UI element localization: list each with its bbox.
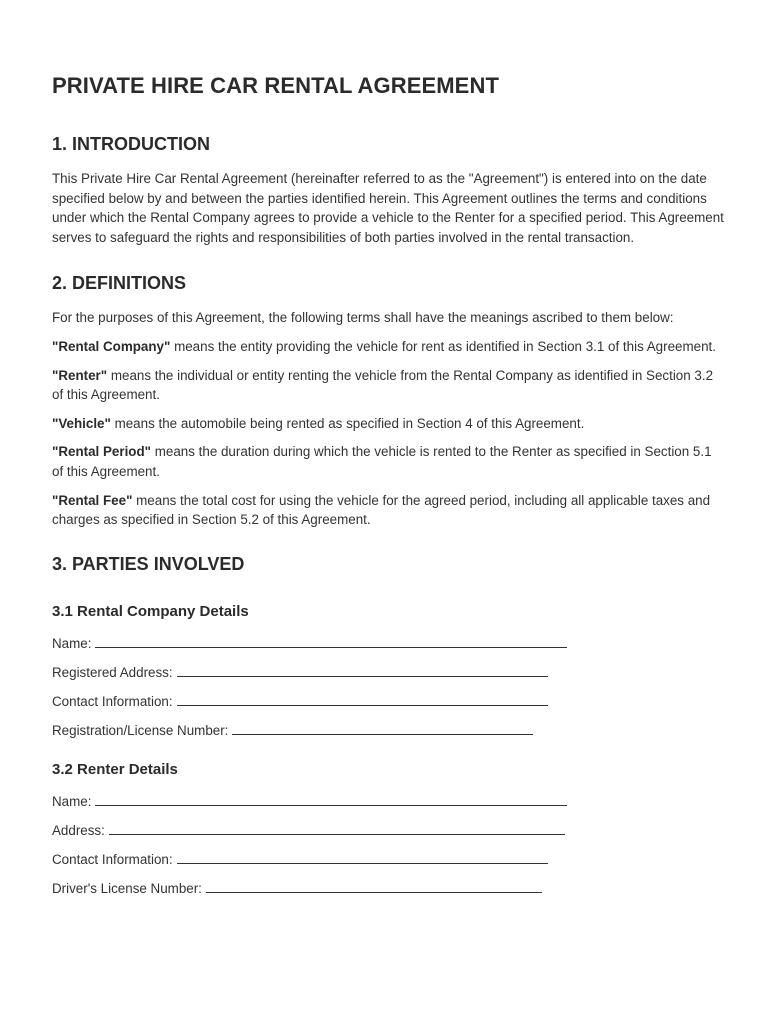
definition-rental-company (52, 337, 724, 357)
subsection-heading-renter: 3.2 Renter Details (52, 760, 178, 778)
definition-term: "Rental Period" (52, 444, 152, 460)
definition-rental-fee (52, 491, 724, 530)
definition-vehicle (52, 414, 724, 434)
section-heading-introduction: 1. INTRODUCTION (52, 134, 211, 154)
renter-contact-field (52, 850, 724, 869)
field-label: Registration/License Number: (52, 722, 229, 738)
company-address-blank[interactable] (177, 664, 548, 677)
definition-rental-period (52, 442, 724, 481)
renter-address-blank[interactable] (109, 822, 565, 835)
renter-license-blank[interactable] (206, 880, 542, 893)
definition-term: "Rental Company" (52, 338, 171, 354)
field-label: Address: (52, 822, 105, 838)
definition-text: means the total cost for using the vehicle for the agreed period, including all applicable taxes and charges as specified in Section 5.2 of this Agreement. (52, 492, 711, 528)
field-label: Contact Information: (52, 851, 173, 867)
definition-term: "Renter" (52, 367, 108, 383)
section-heading-parties: 3. PARTIES INVOLVED (52, 553, 245, 574)
definition-text: means the duration during which the vehicle is rented to the Renter as specified in Section 5.1 of this Agreement. (52, 444, 712, 479)
field-label: Contact Information: (52, 693, 173, 709)
field-label: Registered Address: (52, 664, 173, 680)
company-name-blank[interactable] (95, 635, 567, 648)
field-label: Name: (52, 635, 92, 651)
document-title: PRIVATE HIRE CAR RENTAL AGREEMENT (52, 73, 499, 98)
field-label: Driver's License Number: (52, 880, 202, 896)
company-contact-blank[interactable] (177, 693, 548, 706)
renter-license-field (52, 879, 724, 898)
renter-fields (52, 792, 724, 898)
definition-term: "Rental Fee" (52, 492, 133, 508)
company-name-field (52, 634, 724, 653)
renter-name-field (52, 792, 724, 811)
definitions-list (52, 337, 724, 530)
introduction-paragraph: This Private Hire Car Rental Agreement (hereinafter referred to as the "Agreement") is entered into on the date specified below by and between the parties identified herein. This Agreement outlines the terms and conditions under which the Rental Company agrees to provide a vehicle to the Renter for a specified period. This Agreement serves to safeguard the rights and responsibilities of both parties involved in the rental transaction. (52, 171, 724, 245)
rental-company-fields (52, 634, 724, 740)
section-heading-definitions: 2. DEFINITIONS (52, 273, 187, 294)
field-label: Name: (52, 793, 92, 809)
definition-renter (52, 366, 724, 405)
renter-address-field (52, 821, 724, 840)
definition-term: "Vehicle" (52, 415, 111, 431)
company-contact-field (52, 692, 724, 711)
definition-text: means the individual or entity renting the vehicle from the Rental Company as identified in Section 3.2 of this Agreement. (52, 367, 714, 403)
definition-text: means the entity providing the vehicle for rent as identified in Section 3.1 of this Agreement. (170, 338, 716, 354)
definition-text: means the automobile being rented as specified in Section 4 of this Agreement. (110, 415, 585, 431)
document-page (52, 72, 724, 908)
definitions-intro: For the purposes of this Agreement, the following terms shall have the meanings ascribed to them below: (52, 310, 674, 326)
subsection-heading-rental-company: 3.1 Rental Company Details (52, 602, 249, 620)
company-registration-field (52, 721, 724, 740)
company-registration-blank[interactable] (232, 722, 533, 735)
renter-name-blank[interactable] (95, 793, 567, 806)
company-address-field (52, 663, 724, 682)
renter-contact-blank[interactable] (177, 851, 548, 864)
